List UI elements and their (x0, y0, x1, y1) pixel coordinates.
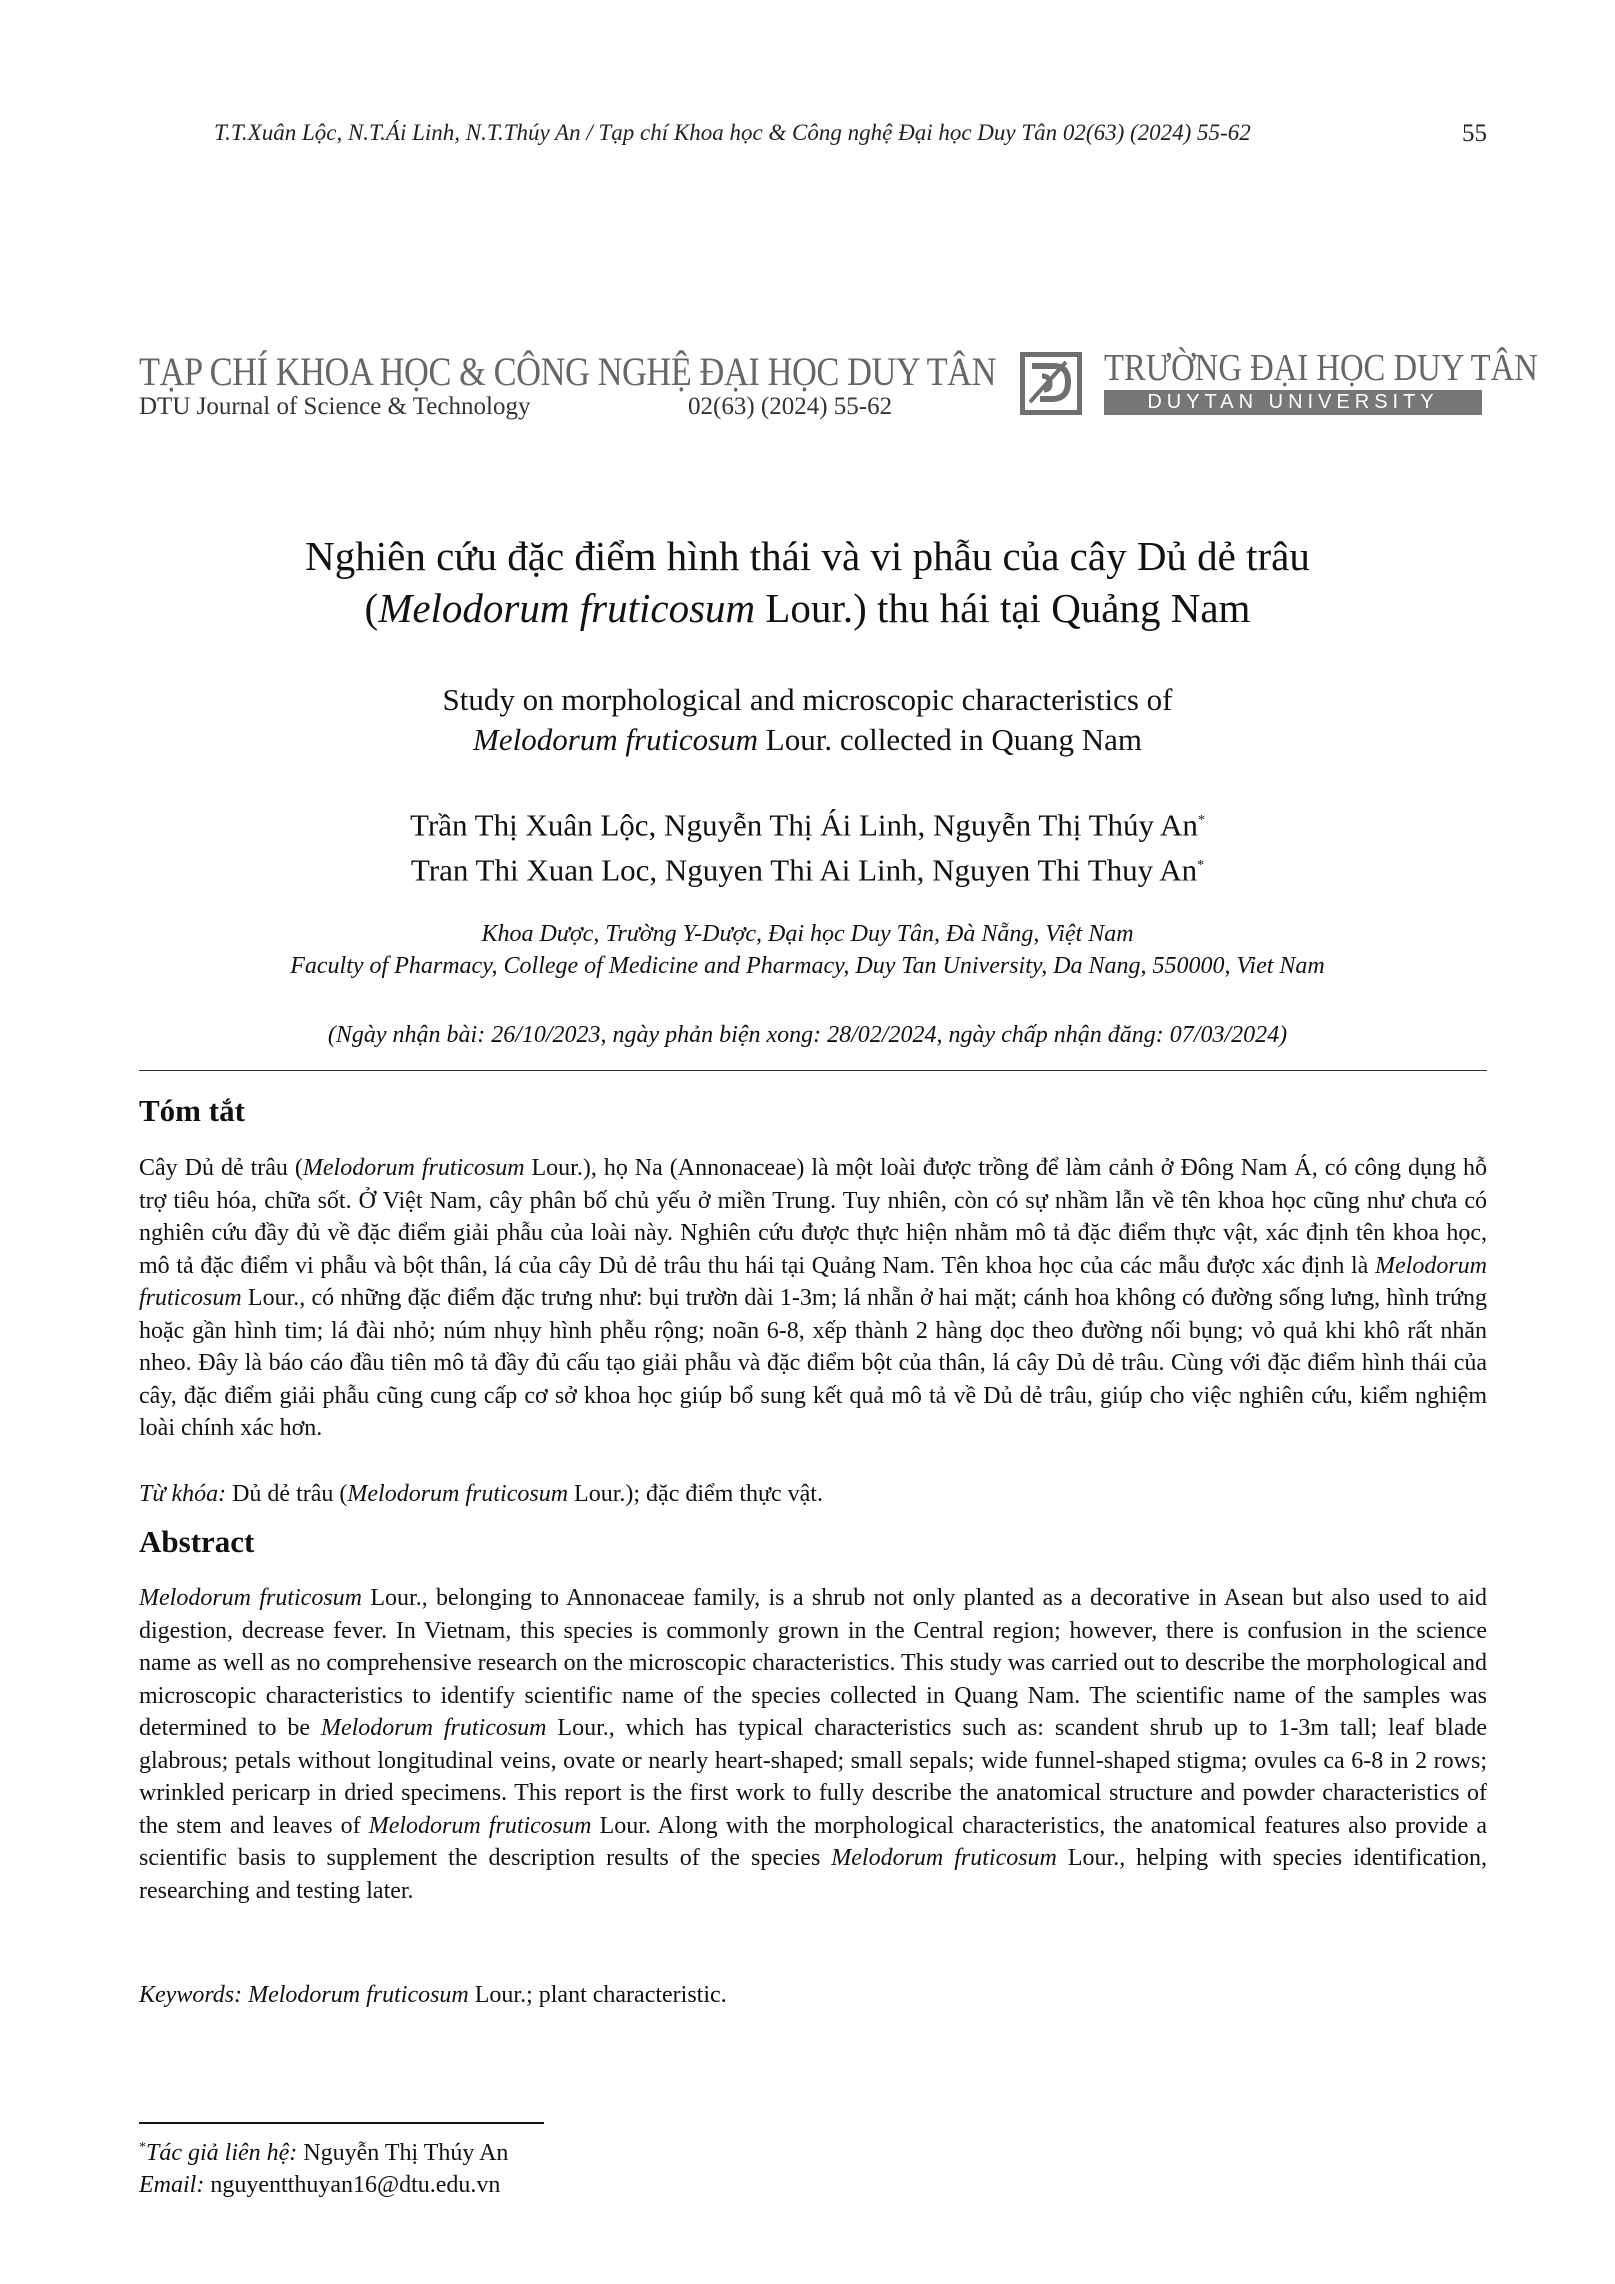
tomtat-heading: Tóm tắt (139, 1093, 245, 1128)
title-en-line2: Melodorum fruticosum Lour. collected in Quang Nam (473, 722, 1142, 757)
article-dates: (Ngày nhận bài: 26/10/2023, ngày phản biện xong: 28/02/2024, ngày chấp nhận đăng: 07/03/2024) (327, 1022, 1288, 1048)
footnote-email: Email: nguyentthuyan16@dtu.edu.vn (139, 2172, 501, 2198)
affiliation-vietnamese: Khoa Dược, Trường Y-Dược, Đại học Duy Tân, Đà Nẵng, Việt Nam (481, 921, 1134, 947)
title-vn-line2: (Melodorum fruticosum Lour.) thu hái tại Quảng Nam (364, 585, 1251, 631)
footnote-contact: *Tác giả liên hệ: Nguyễn Thị Thúy An (139, 2140, 509, 2166)
title-vn-line1: Nghiên cứu đặc điểm hình thái và vi phẫu của cây Dủ dẻ trâu (305, 533, 1310, 579)
abstract-body: Melodorum fruticosum Lour., belonging to Annonaceae family, is a shrub not only planted as a decorative in Asean but also used to aid digestion, decrease fever. In Vietnam, this species is commonly grown in the Central region; however, there is confusion in the science name as well as no comprehensive research on the microscopic characteristics. This study was carried out to describe the morphological and microscopic characteristics to identify scientific name of the species collected in Quang Nam. The scientific name of the samples was determined to be Melodorum fruticosum Lour., which has typical characteristics such as: scandent shrub up to 1-3m tall; leaf blade glabrous; petals without longitudinal veins, ovate or nearly heart-shaped; small sepals; wide funnel-shaped stigma; ovules ca 6-8 in 2 rows; wrinkled pericarp in dried specimens. This report is the first work to fully describe the anatomical structure and powder characteristics of the stem and leaves of Melodorum fruticosum Lour. Along with the morphological characteristics, the anatomical features also provide a scientific basis to supplement the description results of the species Melodorum fruticosum Lour., helping with species identification, researching and testing later. (139, 1585, 1488, 1904)
abstract-heading: Abstract (139, 1524, 255, 1559)
authors-vietnamese: Trần Thị Xuân Lộc, Nguyễn Thị Ái Linh, Nguyễn Thị Thúy An* (410, 807, 1205, 843)
running-header: T.T.Xuân Lộc, N.T.Ái Linh, N.T.Thúy An / Tạp chí Khoa học & Công nghệ Đại học Duy Tân 02(63) (2024) 55-62 (214, 120, 1251, 145)
section-divider (139, 1070, 1487, 1071)
affiliation (0, 918, 1615, 982)
university-logo (1020, 347, 1538, 415)
authors-english: Tran Thi Xuan Loc, Nguyen Thi Ai Linh, Nguyen Thi Thuy An* (410, 852, 1205, 888)
duytan-emblem-icon (1020, 352, 1082, 415)
journal-english-name: DTU Journal of Science & Technology (139, 393, 531, 420)
page-number: 55 (1462, 120, 1487, 147)
authors (0, 800, 1615, 891)
tomtat-keywords: Từ khóa: Dủ dẻ trâu (Melodorum fruticosum Lour.); đặc điểm thực vật. (139, 1481, 823, 1507)
journal-name: TẠP CHÍ KHOA HỌC & CÔNG NGHỆ ĐẠI HỌC DUY TÂN (139, 349, 997, 394)
abstract-keywords: Keywords: Melodorum fruticosum Lour.; plant characteristic. (139, 1982, 727, 2008)
tomtat-body: Cây Dủ dẻ trâu (Melodorum fruticosum Lour.), họ Na (Annonaceae) là một loài được trồng để làm cảnh ở Đông Nam Á, có công dụng hỗ trợ tiêu hóa, chữa sốt. Ở Việt Nam, cây phân bố chủ yếu ở miền Trung. Tuy nhiên, còn có sự nhầm lẫn về tên khoa học cũng như chưa có nghiên cứu đầy đủ về đặc điểm giải phẫu của loài này. Nghiên cứu được thực hiện nhằm mô tả đặc điểm thực vật, xác định tên khoa học, mô tả đặc điểm vi phẫu và bột thân, lá của cây Dủ dẻ trâu thu hái tại Quảng Nam. Tên khoa học của các mẫu được xác định là Melodorum fruticosum Lour., có những đặc điểm đặc trưng như: bụi trườn dài 1-3m; lá nhẵn ở hai mặt; cánh hoa không có đường sống lưng, hình trứng hoặc gần hình tim; lá đài nhỏ; núm nhụy hình phễu rộng; noãn 6-8, xếp thành 2 hàng dọc theo đường nối bụng; vỏ quả khi khô rất nhăn nheo. Đây là báo cáo đầu tiên mô tả đầy đủ cấu tạo giải phẫu và đặc điểm bột của thân, lá cây Dủ dẻ trâu. Cùng với đặc điểm hình thái của cây, đặc điểm giải phẫu cũng cung cấp cơ sở khoa học giúp bổ sung kết quả mô tả về Dủ dẻ trâu, giúp cho việc nghiên cứu, kiểm nghiệm loài chính xác hơn. (139, 1155, 1488, 1441)
issue-info: 02(63) (2024) 55-62 (688, 393, 893, 420)
footnote-divider (139, 2122, 544, 2124)
logo-band: DUYTAN UNIVERSITY (1104, 390, 1482, 415)
article-title-vietnamese (0, 530, 1615, 634)
affiliation-english: Faculty of Pharmacy, College of Medicine and Pharmacy, Duy Tan University, Da Nang, 550000, Viet Nam (290, 953, 1325, 979)
logo-title: TRƯỜNG ĐẠI HỌC DUY TÂN (1104, 347, 1538, 389)
article-title-english (0, 680, 1615, 760)
title-en-line1: Study on morphological and microscopic characteristics of (442, 682, 1173, 717)
